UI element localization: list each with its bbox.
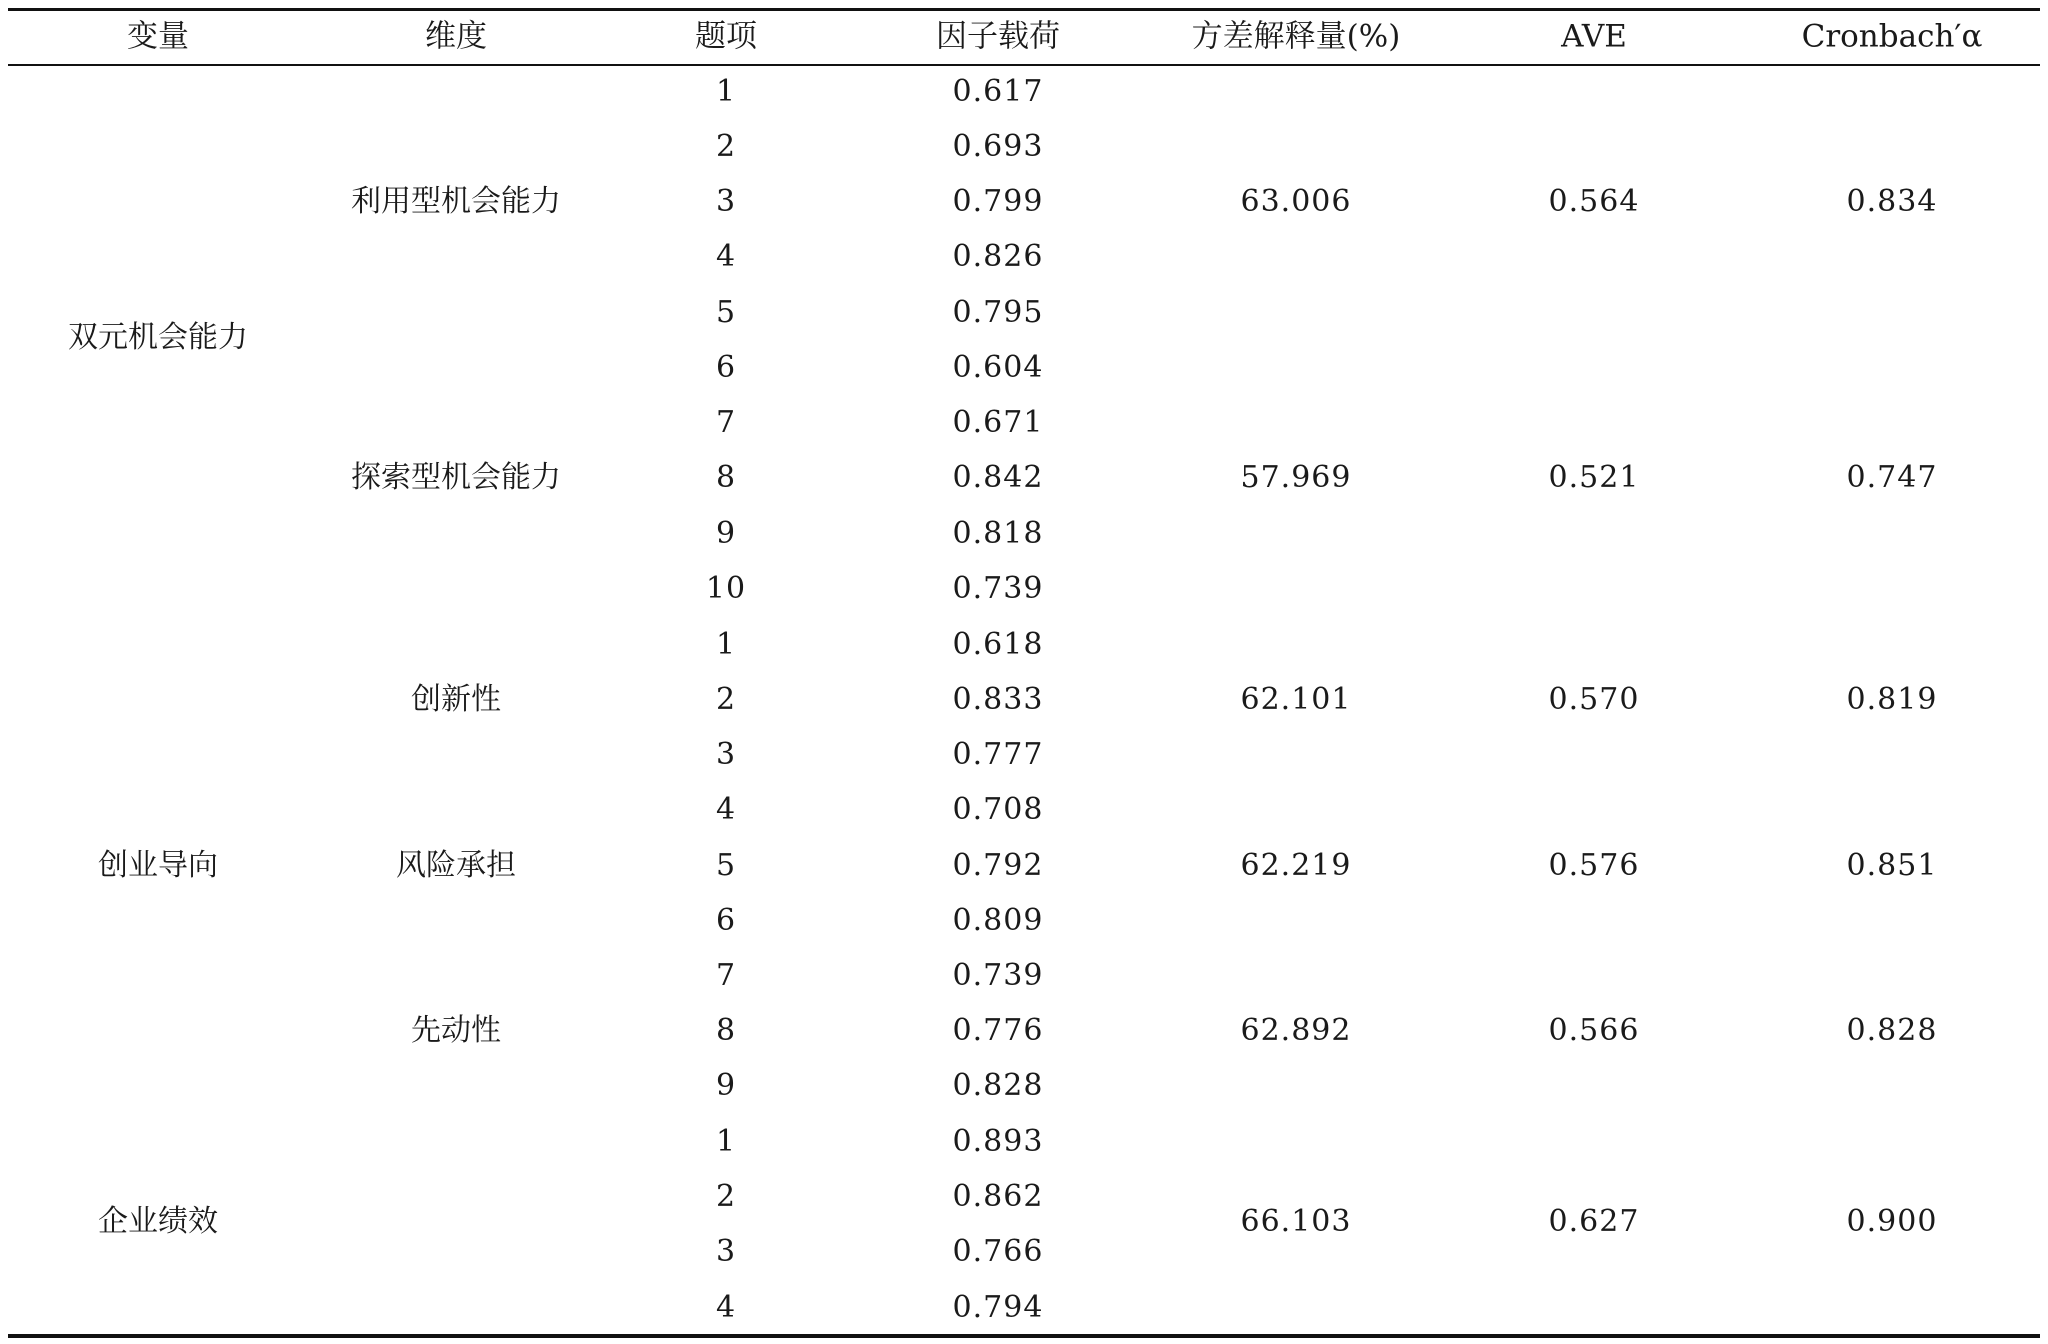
variable-cell: 创业导向 <box>98 848 218 883</box>
dimension-cell: 先动性 <box>411 1013 501 1048</box>
cronbach-alpha-value: 0.819 <box>1846 682 1938 717</box>
header-ave: AVE <box>1561 18 1627 55</box>
factor-loading: 0.818 <box>952 516 1044 551</box>
item-number: 3 <box>715 737 737 772</box>
factor-loading: 0.671 <box>952 405 1044 440</box>
item-number: 8 <box>715 1013 737 1048</box>
variance-explained: 66.103 <box>1240 1204 1352 1239</box>
factor-loading: 0.826 <box>952 239 1044 274</box>
variance-explained: 62.892 <box>1240 1013 1352 1048</box>
factor-loading: 0.862 <box>952 1179 1044 1214</box>
header-variance-explained: 方差解释量(%) <box>1191 18 1401 55</box>
factor-loading: 0.604 <box>952 350 1044 385</box>
factor-loading: 0.792 <box>952 848 1044 883</box>
cronbach-alpha-value: 0.900 <box>1846 1204 1938 1239</box>
item-number: 4 <box>715 792 737 827</box>
item-number: 8 <box>715 460 737 495</box>
ave-value: 0.564 <box>1548 184 1640 219</box>
item-number: 5 <box>715 848 737 883</box>
ave-value: 0.576 <box>1548 848 1640 883</box>
variance-explained: 62.101 <box>1240 682 1352 717</box>
ave-value: 0.566 <box>1548 1013 1640 1048</box>
header-variable: 变量 <box>127 18 189 55</box>
factor-loading: 0.893 <box>952 1124 1044 1159</box>
variance-explained: 62.219 <box>1240 848 1352 883</box>
table-bottom-rule <box>8 1334 2040 1338</box>
factor-loading: 0.828 <box>952 1068 1044 1103</box>
dimension-cell: 利用型机会能力 <box>351 184 561 219</box>
cronbach-alpha-value: 0.828 <box>1846 1013 1938 1048</box>
factor-loading: 0.739 <box>952 958 1044 993</box>
ave-value: 0.521 <box>1548 460 1640 495</box>
ave-value: 0.570 <box>1548 682 1640 717</box>
cronbach-alpha-value: 0.747 <box>1846 460 1938 495</box>
header-item: 题项 <box>695 18 757 55</box>
header-dimension: 维度 <box>425 18 487 55</box>
item-number: 2 <box>715 129 737 164</box>
item-number: 3 <box>715 184 737 219</box>
factor-loading: 0.618 <box>952 627 1044 662</box>
factor-loading: 0.766 <box>952 1234 1044 1269</box>
factor-loading: 0.693 <box>952 129 1044 164</box>
header-factor-loading: 因子载荷 <box>936 18 1060 55</box>
factor-loading: 0.794 <box>952 1290 1044 1325</box>
item-number: 1 <box>715 1124 737 1159</box>
factor-loading: 0.799 <box>952 184 1044 219</box>
dimension-cell: 探索型机会能力 <box>351 460 561 495</box>
factor-loading: 0.777 <box>952 737 1044 772</box>
variable-cell: 企业绩效 <box>98 1204 218 1239</box>
item-number: 1 <box>715 74 737 109</box>
table-header-rule <box>8 64 2040 66</box>
dimension-cell: 风险承担 <box>396 848 516 883</box>
item-number: 7 <box>715 958 737 993</box>
item-number: 1 <box>715 627 737 662</box>
factor-loading: 0.795 <box>952 295 1044 330</box>
header-cronbach-alpha: Cronbach′α <box>1801 18 1983 55</box>
item-number: 4 <box>715 1290 737 1325</box>
item-number: 2 <box>715 682 737 717</box>
factor-loading: 0.842 <box>952 460 1044 495</box>
factor-loading: 0.809 <box>952 903 1044 938</box>
variance-explained: 63.006 <box>1240 184 1352 219</box>
table-top-rule <box>8 8 2040 11</box>
variable-cell: 双元机会能力 <box>68 320 248 355</box>
factor-loading: 0.617 <box>952 74 1044 109</box>
item-number: 9 <box>715 516 737 551</box>
dimension-cell: 创新性 <box>411 682 501 717</box>
item-number: 4 <box>715 239 737 274</box>
variance-explained: 57.969 <box>1240 460 1352 495</box>
ave-value: 0.627 <box>1548 1204 1640 1239</box>
factor-loading: 0.739 <box>952 571 1044 606</box>
item-number: 10 <box>705 571 747 606</box>
item-number: 5 <box>715 295 737 330</box>
factor-loading: 0.833 <box>952 682 1044 717</box>
item-number: 7 <box>715 405 737 440</box>
cronbach-alpha-value: 0.851 <box>1846 848 1938 883</box>
factor-loading: 0.776 <box>952 1013 1044 1048</box>
item-number: 3 <box>715 1234 737 1269</box>
item-number: 2 <box>715 1179 737 1214</box>
factor-loading: 0.708 <box>952 792 1044 827</box>
item-number: 6 <box>715 350 737 385</box>
cronbach-alpha-value: 0.834 <box>1846 184 1938 219</box>
item-number: 9 <box>715 1068 737 1103</box>
item-number: 6 <box>715 903 737 938</box>
